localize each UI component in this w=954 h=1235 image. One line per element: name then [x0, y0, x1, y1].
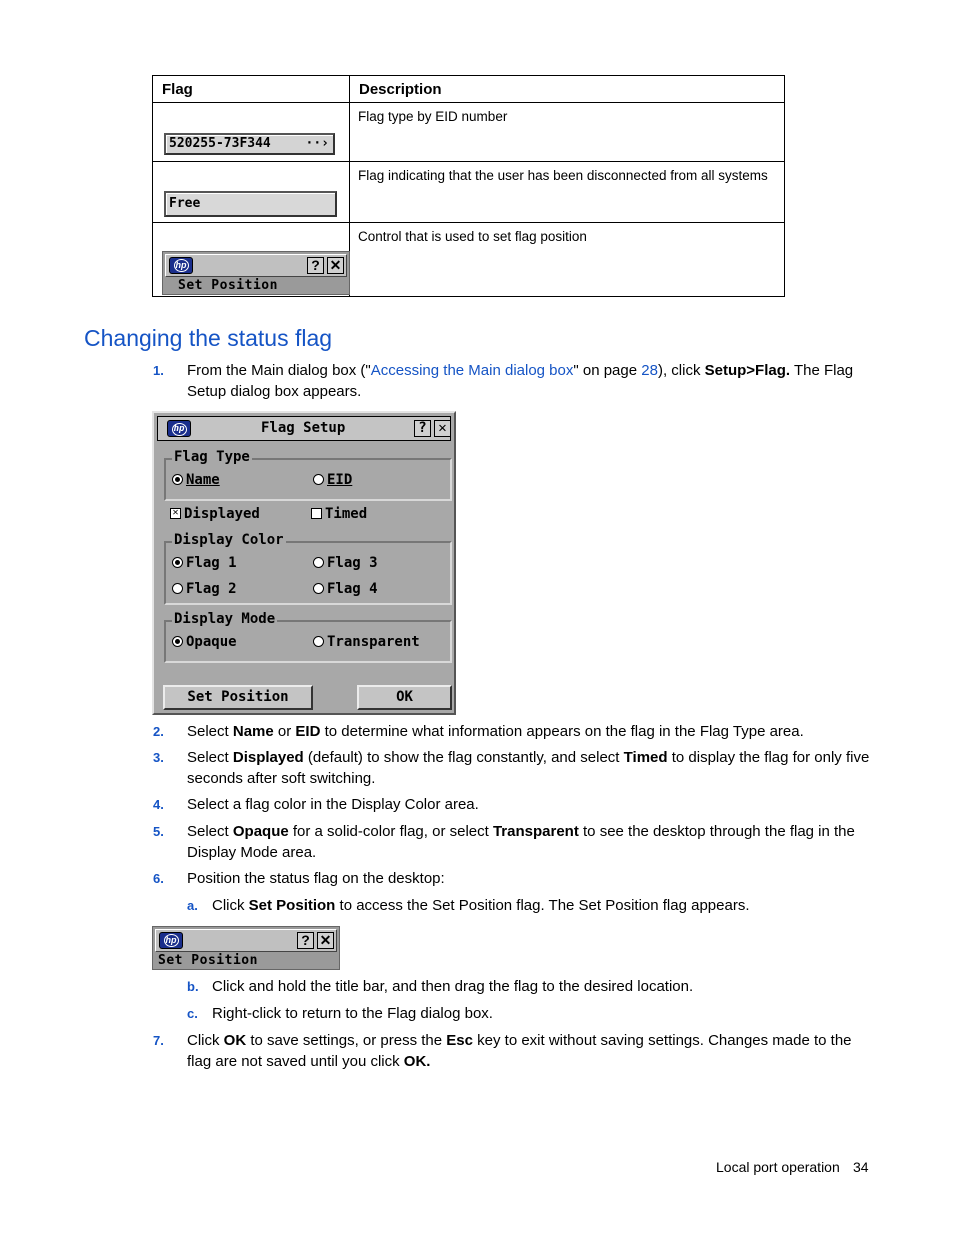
- step-6: [153, 868, 873, 889]
- timed-checkbox[interactable]: Timed: [311, 506, 367, 522]
- eid-flag-image: [164, 133, 335, 155]
- substep-text: Right-click to return to the Flag dialog box.: [212, 1005, 493, 1022]
- flag-4-radio[interactable]: Flag 4: [313, 581, 378, 597]
- substep-c: [187, 1003, 877, 1024]
- step-number: 7.: [153, 1033, 164, 1048]
- column-header-description: Description: [350, 76, 785, 103]
- substep-text: Click and hold the title bar, and then drag the flag to the desired location.: [212, 978, 694, 995]
- flag-1-radio[interactable]: Flag 1: [172, 555, 237, 571]
- page-link[interactable]: 28: [641, 362, 658, 379]
- main-dialog-link[interactable]: Accessing the Main dialog box: [370, 362, 574, 379]
- help-icon[interactable]: ?: [414, 420, 431, 437]
- table-row: [153, 223, 785, 297]
- table-header-row: [153, 76, 785, 103]
- flag-type-label: Flag Type: [174, 449, 250, 465]
- step-text: Click OK to save settings, or press the Esc key to exit without saving settings. Changes made to the flag are not saved until you click OK.: [187, 1032, 852, 1070]
- set-position-flag-image: [162, 251, 350, 295]
- flag-description: Flag type by EID number: [350, 103, 785, 162]
- step-number: 1.: [153, 363, 164, 378]
- flag-table: [152, 75, 785, 297]
- ok-button[interactable]: OK: [357, 685, 452, 710]
- step-1: [153, 360, 873, 402]
- radio-selected-icon: [172, 474, 183, 485]
- checked-icon: ✕: [170, 508, 181, 519]
- eid-radio[interactable]: EID: [313, 472, 352, 488]
- opaque-radio[interactable]: Opaque: [172, 634, 237, 650]
- set-position-label: Set Position: [158, 953, 258, 968]
- step-text: From the Main dialog box ("Accessing the Main dialog box" on page 28), click Setup>Flag. The Flag Setup dialog box appears.: [187, 362, 854, 400]
- transparent-radio[interactable]: Transparent: [313, 634, 420, 650]
- column-header-flag: Flag: [153, 76, 350, 103]
- table-row: [153, 103, 785, 162]
- substep-a: [187, 895, 877, 916]
- step-4: [153, 794, 873, 815]
- displayed-checkbox[interactable]: ✕ Displayed: [170, 506, 260, 522]
- step-text: Select Opaque for a solid-color flag, or select Transparent to see the desktop through the flag in the Display Mode area.: [187, 823, 855, 861]
- flag-3-radio[interactable]: Flag 3: [313, 555, 378, 571]
- step-number: 5.: [153, 824, 164, 839]
- display-mode-group: [164, 611, 452, 663]
- flag-2-radio[interactable]: Flag 2: [172, 581, 237, 597]
- flag-image-cell: [153, 103, 350, 162]
- substep-letter: c.: [187, 1006, 198, 1021]
- step-7: [153, 1030, 873, 1072]
- table-row: [153, 162, 785, 223]
- step-number: 2.: [153, 724, 164, 739]
- step-text: Select Displayed (default) to show the flag constantly, and select Timed to display the flag for only five seconds after soft switching.: [187, 749, 870, 787]
- hp-logo-icon: hp: [169, 257, 193, 274]
- substep-b: [187, 976, 877, 997]
- free-flag-text: Free: [169, 196, 201, 211]
- flag-type-group: [164, 449, 452, 501]
- free-flag-image: [164, 191, 337, 217]
- step-text: Select a flag color in the Display Color area.: [187, 796, 479, 813]
- step-3: [153, 747, 873, 789]
- radio-selected-icon: [172, 557, 183, 568]
- radio-icon: [172, 583, 183, 594]
- step-number: 6.: [153, 871, 164, 886]
- radio-icon: [313, 557, 324, 568]
- eid-flag-text: 520255-73F344: [169, 136, 271, 151]
- step-number: 3.: [153, 750, 164, 765]
- step-2: [153, 721, 873, 742]
- dialog-title: Flag Setup: [261, 420, 346, 436]
- radio-selected-icon: [172, 636, 183, 647]
- unchecked-icon: [311, 508, 322, 519]
- hp-logo-icon: hp: [159, 932, 183, 949]
- set-position-flag: [152, 926, 340, 970]
- dialog-title-bar[interactable]: [157, 416, 451, 441]
- step-text: Select Name or EID to determine what information appears on the flag in the Flag Type area.: [187, 723, 804, 740]
- flag-title-bar: [165, 254, 347, 277]
- flag-description: Flag indicating that the user has been disconnected from all systems: [350, 162, 785, 223]
- substep-text: Click Set Position to access the Set Position flag. The Set Position flag appears.: [212, 897, 750, 914]
- step-5: [153, 821, 873, 863]
- flag-setup-dialog: [152, 411, 456, 715]
- radio-icon: [313, 583, 324, 594]
- set-position-label: Set Position: [178, 278, 278, 293]
- close-icon[interactable]: ✕: [317, 932, 334, 949]
- step-number: 4.: [153, 797, 164, 812]
- radio-icon: [313, 636, 324, 647]
- page-number: 34: [853, 1159, 869, 1175]
- flag-image-cell: [153, 162, 350, 223]
- display-color-group: [164, 532, 452, 605]
- name-radio[interactable]: Name: [172, 472, 220, 488]
- flag-title-bar[interactable]: [155, 929, 337, 952]
- signal-arrow-icon: ⋅⋅›: [305, 136, 329, 151]
- help-icon[interactable]: ?: [297, 932, 314, 949]
- help-icon: ?: [307, 257, 324, 274]
- substep-letter: a.: [187, 898, 198, 913]
- flag-image-cell: [153, 223, 350, 297]
- close-icon: ✕: [327, 257, 344, 274]
- flag-description: Control that is used to set flag position: [350, 223, 785, 297]
- display-color-label: Display Color: [174, 532, 284, 548]
- set-position-button[interactable]: Set Position: [163, 685, 313, 710]
- display-mode-label: Display Mode: [174, 611, 276, 627]
- section-heading: Changing the status flag: [84, 325, 333, 351]
- substep-letter: b.: [187, 979, 199, 994]
- close-icon[interactable]: ✕: [434, 420, 451, 437]
- footer-section-title: Local port operation: [716, 1159, 840, 1175]
- radio-icon: [313, 474, 324, 485]
- step-text: Position the status flag on the desktop:: [187, 870, 445, 887]
- hp-logo-icon: hp: [167, 420, 191, 437]
